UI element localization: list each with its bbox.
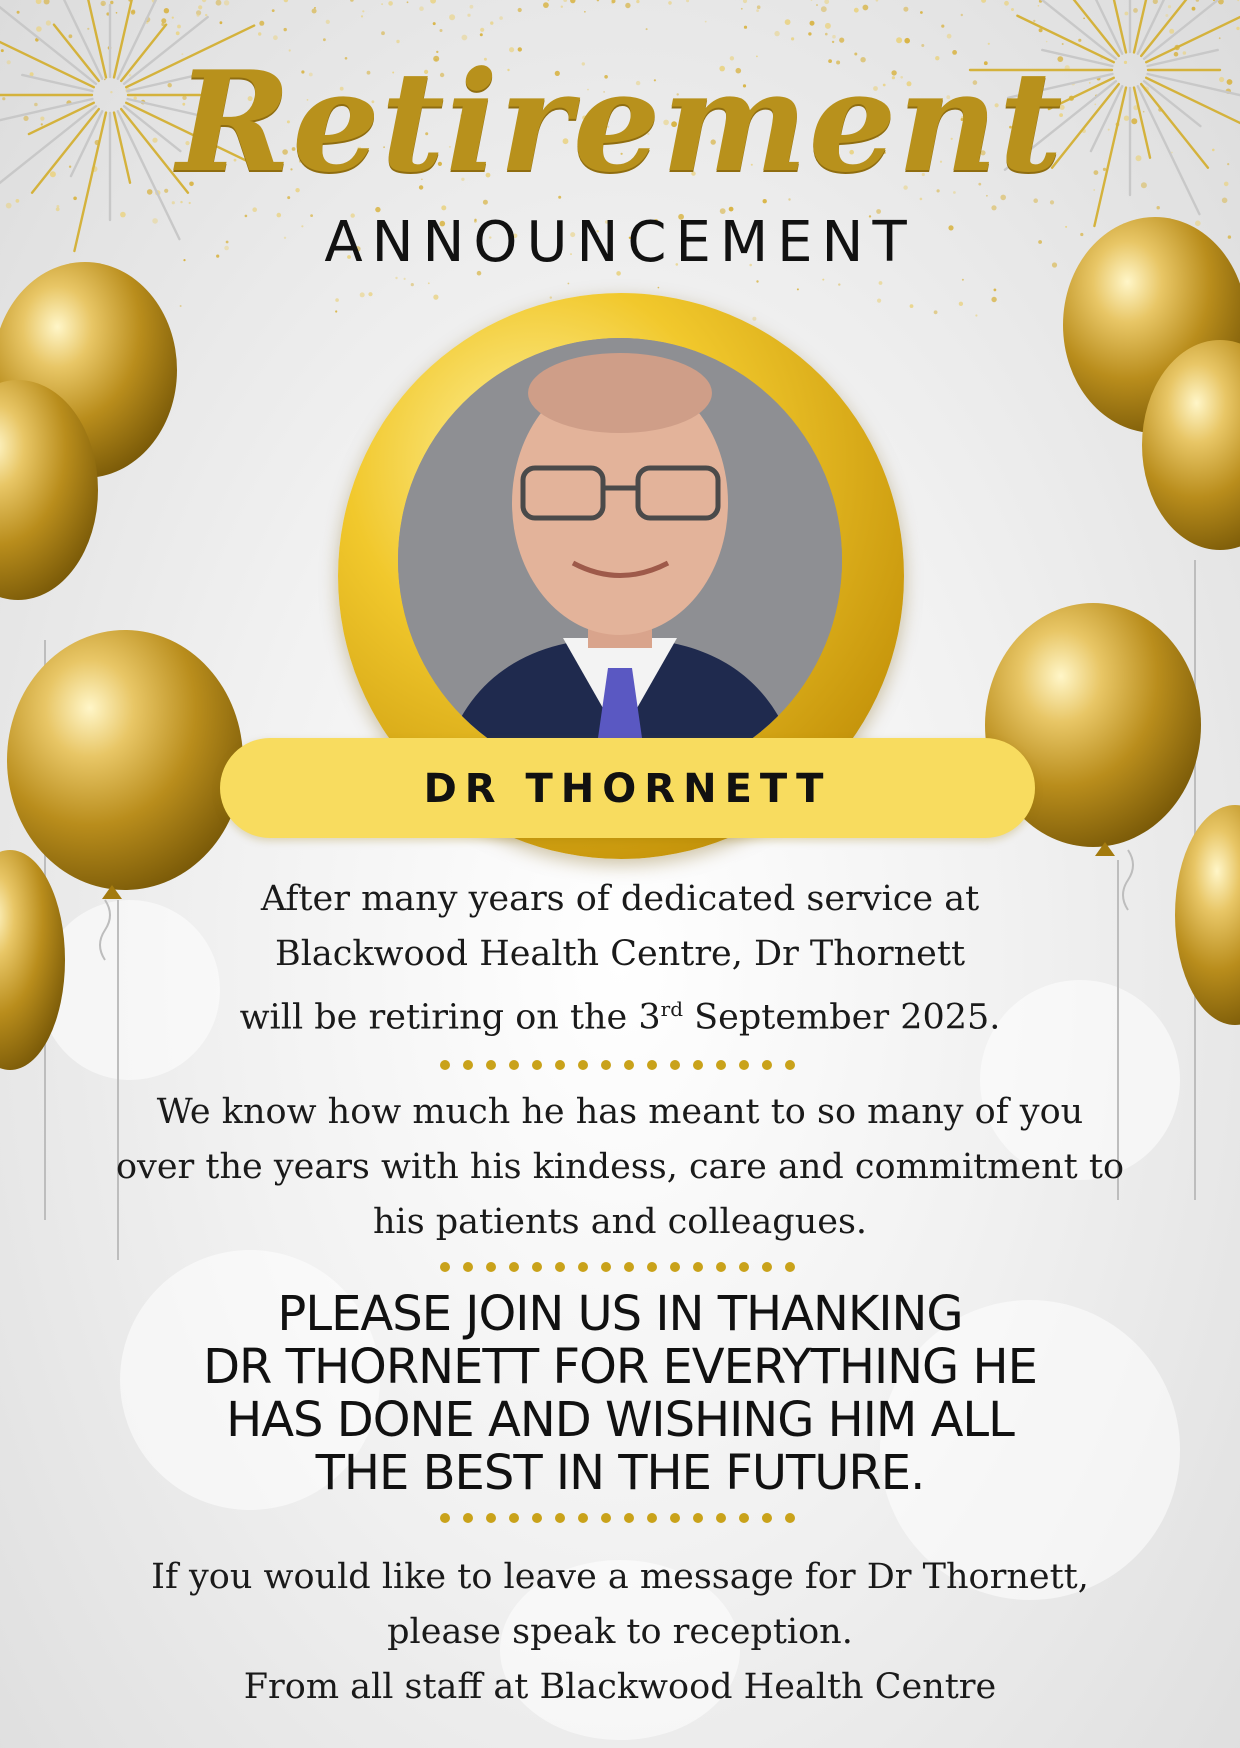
dotted-divider <box>0 1508 1240 1532</box>
tribute-paragraph <box>0 1085 1240 1250</box>
tribute-line: over the years with his kindess, care and commitment to <box>115 1147 1125 1187</box>
footer-line: please speak to reception. <box>387 1612 853 1652</box>
cta-line: THE BEST IN THE FUTURE. <box>315 1445 925 1501</box>
tribute-line: We know how much he has meant to so many of you <box>156 1092 1084 1132</box>
retirement-title: Retirement <box>176 40 1064 203</box>
portrait-photo <box>398 338 842 782</box>
footer-message <box>0 1550 1240 1715</box>
tribute-line: his patients and colleagues. <box>372 1202 868 1242</box>
cta-line: DR THORNETT FOR EVERYTHING HE <box>203 1339 1037 1395</box>
cta-line: HAS DONE AND WISHING HIM ALL <box>226 1392 1014 1448</box>
thank-you-message <box>0 1288 1240 1500</box>
balloon <box>7 630 243 890</box>
intro-line: will be retiring on the 3rd September 2025. <box>239 997 1001 1038</box>
name-banner <box>220 738 1035 838</box>
intro-line: After many years of dedicated service at <box>260 879 980 919</box>
intro-paragraph <box>0 872 1240 1046</box>
dotted-divider <box>0 1257 1240 1281</box>
dotted-divider <box>0 1055 1240 1079</box>
footer-line: If you would like to leave a message for Dr Thornett, <box>151 1557 1089 1597</box>
footer-line: From all staff at Blackwood Health Centre <box>243 1667 997 1707</box>
intro-line: Blackwood Health Centre, Dr Thornett <box>274 934 966 974</box>
honoree-name: DR THORNETT <box>423 766 832 812</box>
announcement-subtitle: ANNOUNCEMENT <box>324 210 916 275</box>
cta-line: PLEASE JOIN US IN THANKING <box>277 1286 963 1342</box>
